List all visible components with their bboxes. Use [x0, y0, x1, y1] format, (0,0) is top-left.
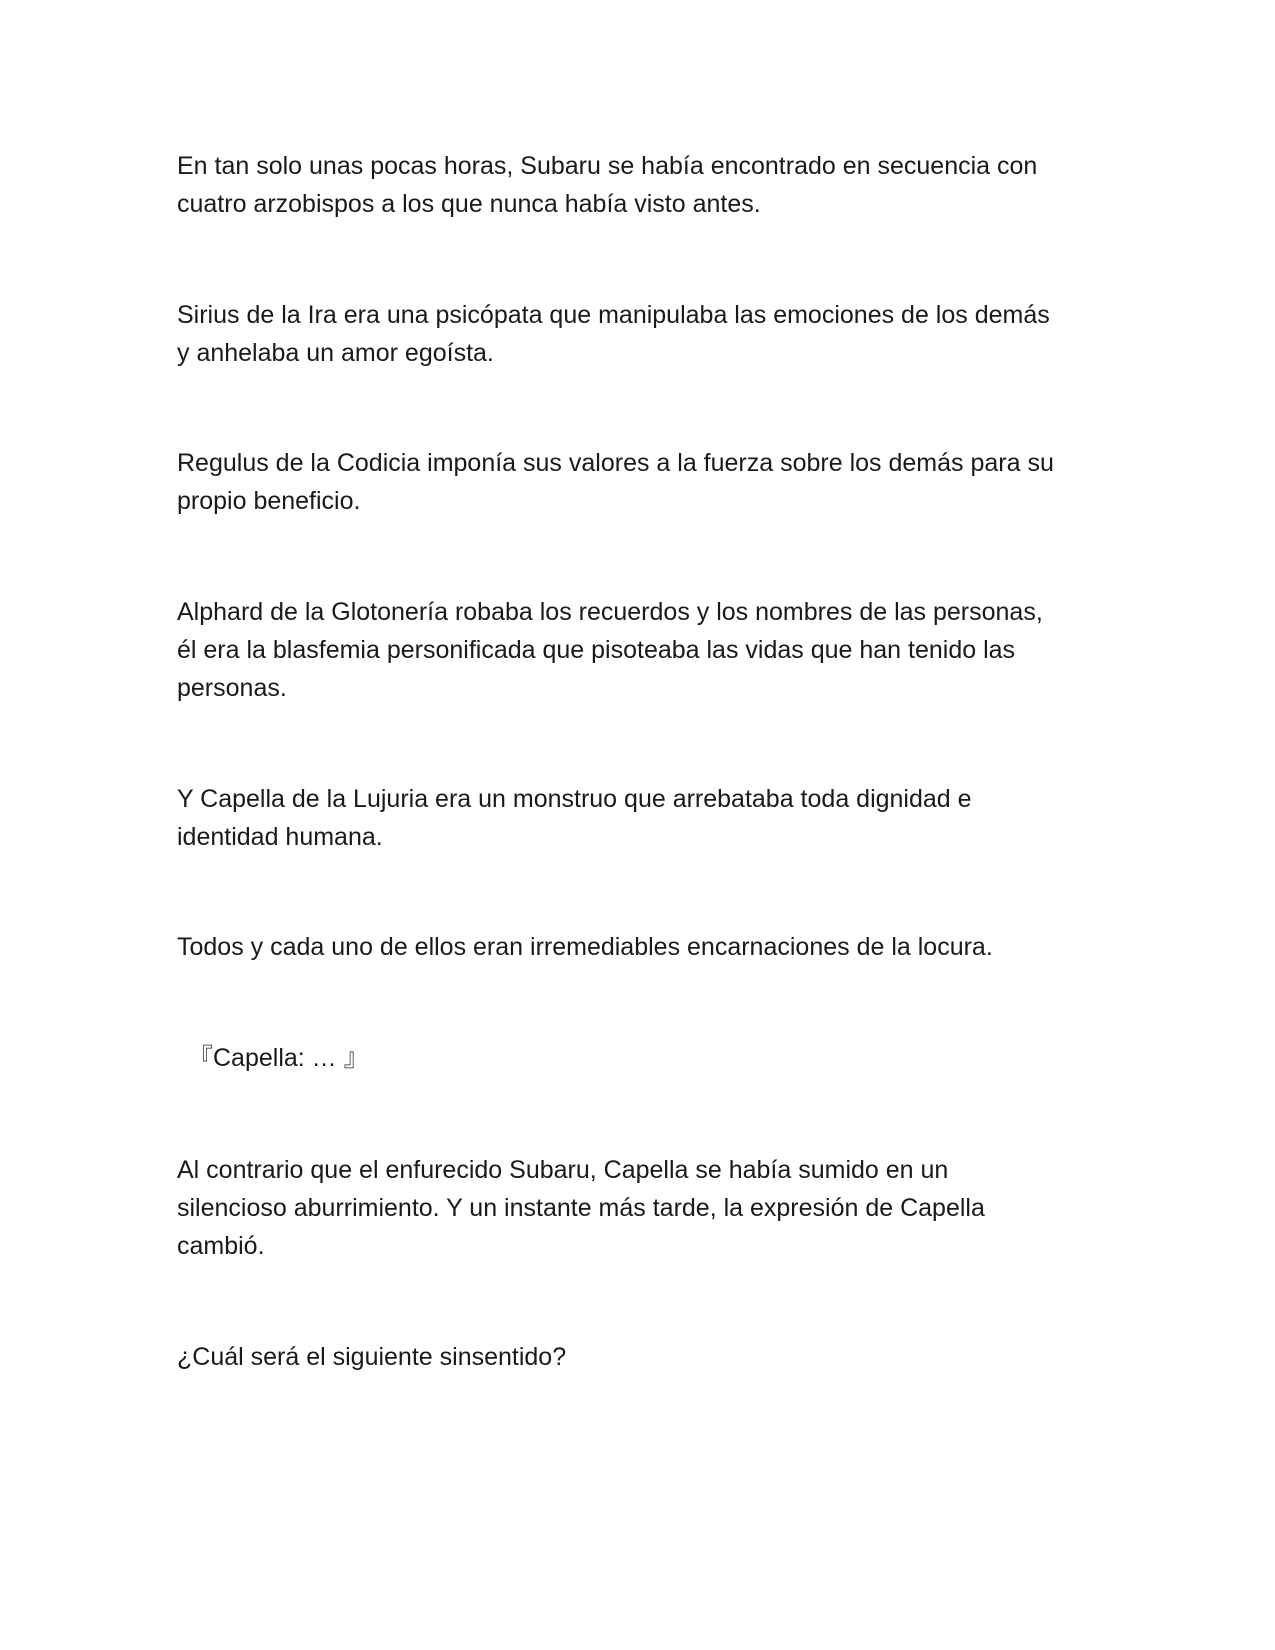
paragraph	[177, 928, 1097, 966]
text-line: Todos y cada uno de ellos eran irremediables encarnaciones de la locura.	[177, 933, 993, 961]
text-line: cambió.	[177, 1232, 265, 1260]
dialogue-line	[188, 1039, 1108, 1077]
paragraph	[177, 593, 1097, 707]
text-line: identidad humana.	[177, 823, 383, 851]
text-line: 『Capella: … 』	[188, 1044, 369, 1072]
paragraph	[177, 780, 1097, 856]
text-line: Alphard de la Glotonería robaba los recuerdos y los nombres de las personas,	[177, 598, 1043, 626]
text-line: él era la blasfemia personificada que pisoteaba las vidas que han tenido las	[177, 636, 1016, 664]
paragraph	[177, 147, 1097, 223]
paragraph	[177, 444, 1097, 520]
text-line: y anhelaba un amor egoísta.	[177, 339, 494, 367]
text-line: cuatro arzobispos a los que nunca había visto antes.	[177, 190, 761, 218]
paragraph	[177, 296, 1097, 372]
text-line: propio beneficio.	[177, 487, 361, 515]
text-line: Sirius de la Ira era una psicópata que manipulaba las emociones de los demás	[177, 301, 1050, 329]
text-line: silencioso aburrimiento. Y un instante más tarde, la expresión de Capella	[177, 1194, 985, 1222]
paragraph	[177, 1151, 1097, 1265]
text-line: Regulus de la Codicia imponía sus valores a la fuerza sobre los demás para su	[177, 449, 1054, 477]
text-line: personas.	[177, 674, 287, 702]
text-line: ¿Cuál será el siguiente sinsentido?	[177, 1343, 567, 1371]
text-line: Al contrario que el enfurecido Subaru, Capella se había sumido en un	[177, 1156, 949, 1184]
paragraph	[177, 1338, 1097, 1376]
text-line: En tan solo unas pocas horas, Subaru se había encontrado en secuencia con	[177, 152, 1038, 180]
text-line: Y Capella de la Lujuria era un monstruo que arrebataba toda dignidad e	[177, 785, 972, 813]
